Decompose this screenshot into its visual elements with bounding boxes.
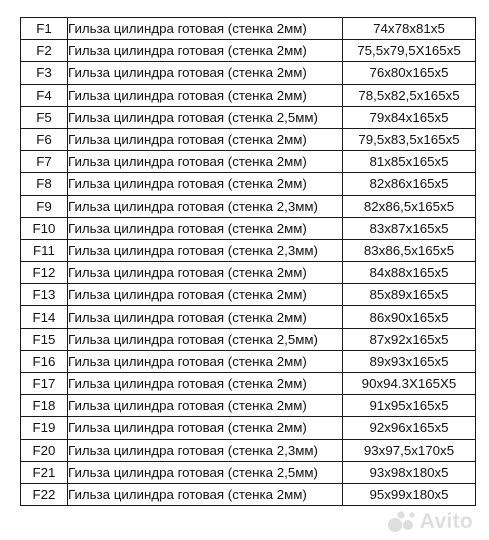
table-row	[21, 151, 476, 173]
name-cell: Гильза цилиндра готовая (стенка 2мм)	[68, 84, 343, 106]
table-row	[21, 328, 476, 350]
table-row	[21, 461, 476, 483]
name-cell: Гильза цилиндра готовая (стенка 2мм)	[68, 173, 343, 195]
name-cell: Гильза цилиндра готовая (стенка 2мм)	[68, 395, 343, 417]
code-cell: F20	[21, 439, 68, 461]
code-cell: F5	[21, 106, 68, 128]
table-row	[21, 373, 476, 395]
size-cell: 92х96х165х5	[343, 417, 476, 439]
name-cell: Гильза цилиндра готовая (стенка 2мм)	[68, 306, 343, 328]
name-cell: Гильза цилиндра готовая (стенка 2мм)	[68, 40, 343, 62]
name-cell: Гильза цилиндра готовая (стенка 2,3мм)	[68, 239, 343, 261]
table-row	[21, 217, 476, 239]
name-cell: Гильза цилиндра готовая (стенка 2мм)	[68, 483, 343, 505]
code-cell: F15	[21, 328, 68, 350]
table-row	[21, 106, 476, 128]
table-row	[21, 483, 476, 505]
code-cell: F13	[21, 284, 68, 306]
code-cell: F21	[21, 461, 68, 483]
name-cell: Гильза цилиндра готовая (стенка 2мм)	[68, 284, 343, 306]
size-cell: 81х85х165х5	[343, 151, 476, 173]
code-cell: F11	[21, 239, 68, 261]
name-cell: Гильза цилиндра готовая (стенка 2мм)	[68, 373, 343, 395]
code-cell: F10	[21, 217, 68, 239]
size-cell: 79,5х83,5х165х5	[343, 128, 476, 150]
size-cell: 75,5х79,5Х165х5	[343, 40, 476, 62]
table-row	[21, 128, 476, 150]
table-row	[21, 395, 476, 417]
name-cell: Гильза цилиндра готовая (стенка 2мм)	[68, 62, 343, 84]
code-cell: F8	[21, 173, 68, 195]
table-row	[21, 417, 476, 439]
size-cell: 95х99х180х5	[343, 483, 476, 505]
table-body	[21, 18, 476, 506]
code-cell: F1	[21, 18, 68, 40]
table-row	[21, 84, 476, 106]
name-cell: Гильза цилиндра готовая (стенка 2,5мм)	[68, 461, 343, 483]
size-cell: 90х94.3Х165Х5	[343, 373, 476, 395]
size-cell: 78,5х82,5х165х5	[343, 84, 476, 106]
size-cell: 84х88х165х5	[343, 262, 476, 284]
name-cell: Гильза цилиндра готовая (стенка 2мм)	[68, 350, 343, 372]
code-cell: F9	[21, 195, 68, 217]
code-cell: F16	[21, 350, 68, 372]
code-cell: F3	[21, 62, 68, 84]
size-cell: 87х92х165х5	[343, 328, 476, 350]
size-cell: 83х86,5х165х5	[343, 239, 476, 261]
code-cell: F22	[21, 483, 68, 505]
name-cell: Гильза цилиндра готовая (стенка 2мм)	[68, 128, 343, 150]
avito-dots-icon	[387, 510, 417, 534]
code-cell: F7	[21, 151, 68, 173]
size-cell: 76х80х165х5	[343, 62, 476, 84]
table-row	[21, 306, 476, 328]
table-row	[21, 40, 476, 62]
code-cell: F4	[21, 84, 68, 106]
size-cell: 91х95х165х5	[343, 395, 476, 417]
table-row	[21, 173, 476, 195]
table-row	[21, 18, 476, 40]
size-cell: 82х86х165х5	[343, 173, 476, 195]
table-row	[21, 239, 476, 261]
avito-watermark	[387, 510, 473, 534]
code-cell: F18	[21, 395, 68, 417]
code-cell: F6	[21, 128, 68, 150]
size-cell: 85х89х165х5	[343, 284, 476, 306]
code-cell: F2	[21, 40, 68, 62]
name-cell: Гильза цилиндра готовая (стенка 2,3мм)	[68, 439, 343, 461]
cylinder-sleeve-table	[20, 17, 476, 506]
table-row	[21, 195, 476, 217]
name-cell: Гильза цилиндра готовая (стенка 2мм)	[68, 18, 343, 40]
code-cell: F19	[21, 417, 68, 439]
table-row	[21, 350, 476, 372]
size-cell: 93х98х180х5	[343, 461, 476, 483]
table-row	[21, 62, 476, 84]
name-cell: Гильза цилиндра готовая (стенка 2мм)	[68, 417, 343, 439]
table-row	[21, 262, 476, 284]
size-cell: 89х93х165х5	[343, 350, 476, 372]
name-cell: Гильза цилиндра готовая (стенка 2мм)	[68, 262, 343, 284]
name-cell: Гильза цилиндра готовая (стенка 2,3мм)	[68, 195, 343, 217]
watermark-text: Avito	[419, 510, 473, 533]
name-cell: Гильза цилиндра готовая (стенка 2мм)	[68, 151, 343, 173]
size-cell: 82х86,5х165х5	[343, 195, 476, 217]
size-cell: 93х97,5х170х5	[343, 439, 476, 461]
size-cell: 83х87х165х5	[343, 217, 476, 239]
spec-sheet	[20, 17, 475, 506]
code-cell: F14	[21, 306, 68, 328]
table-row	[21, 439, 476, 461]
size-cell: 74х78х81х5	[343, 18, 476, 40]
code-cell: F17	[21, 373, 68, 395]
code-cell: F12	[21, 262, 68, 284]
table-row	[21, 284, 476, 306]
size-cell: 79х84х165х5	[343, 106, 476, 128]
name-cell: Гильза цилиндра готовая (стенка 2,5мм)	[68, 328, 343, 350]
name-cell: Гильза цилиндра готовая (стенка 2,5мм)	[68, 106, 343, 128]
name-cell: Гильза цилиндра готовая (стенка 2мм)	[68, 217, 343, 239]
size-cell: 86х90х165х5	[343, 306, 476, 328]
